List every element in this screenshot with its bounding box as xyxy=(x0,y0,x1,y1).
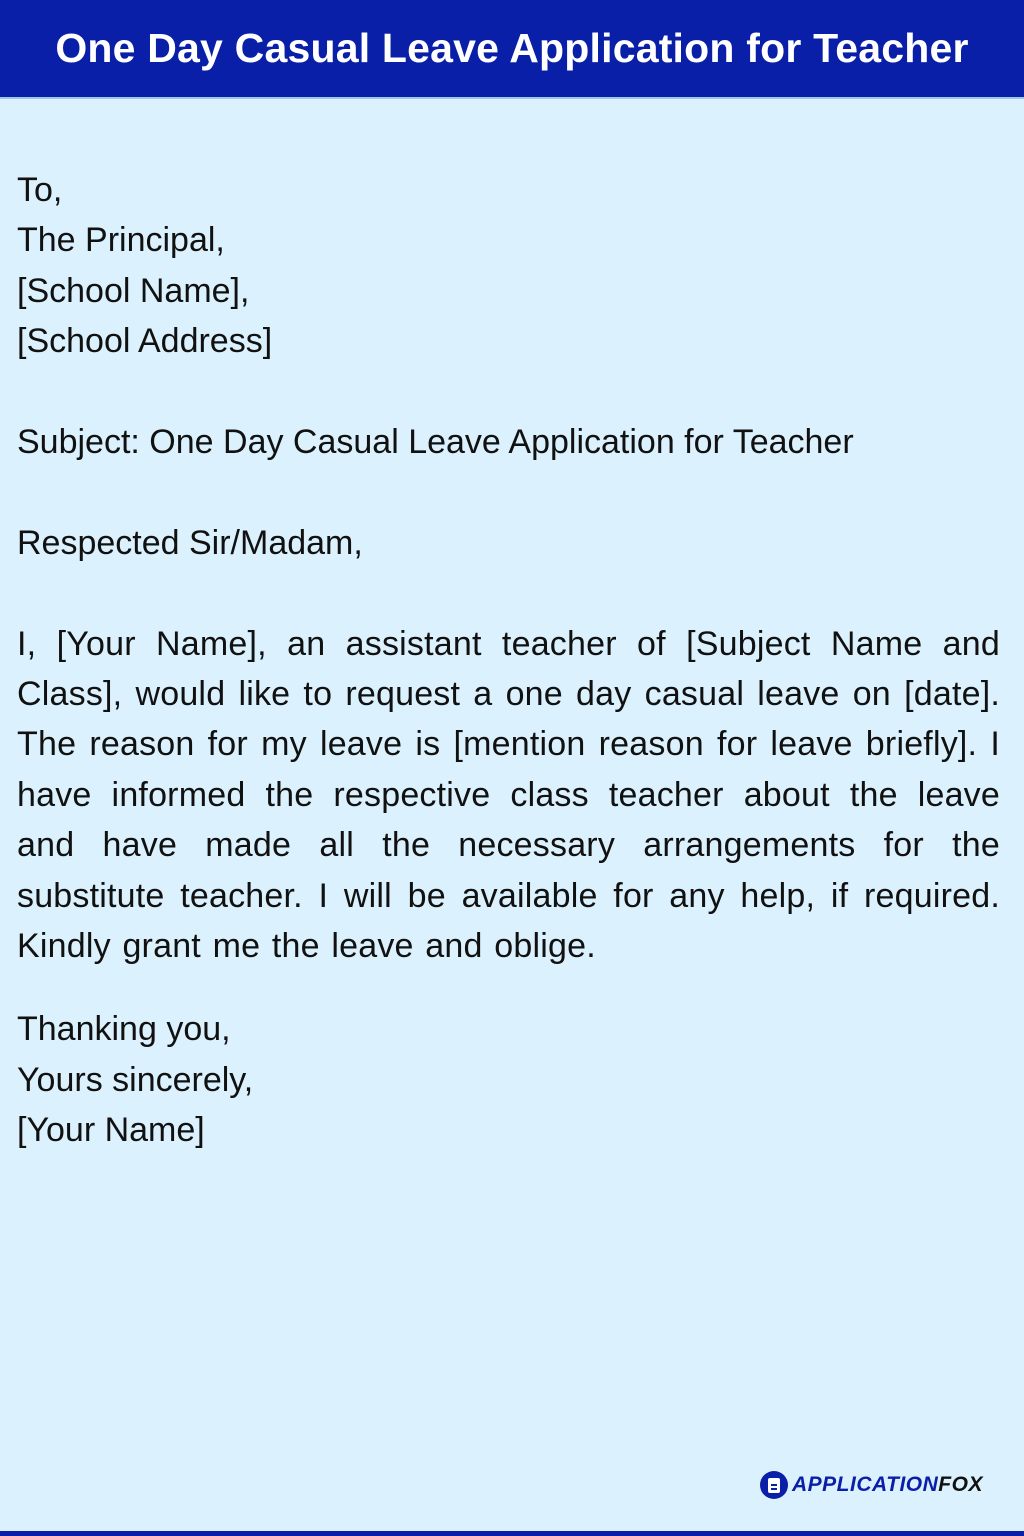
applicationfox-logo xyxy=(760,1470,983,1500)
bottom-bar xyxy=(0,1531,1024,1536)
address-line-to: To, xyxy=(17,171,63,209)
logo-text: APPLICATIONFOX xyxy=(792,1473,983,1496)
letter-paragraph: I, [Your Name], an assistant teacher of [Subject Name and Class], would like to request a one day casual leave on [date]. The reason for my leave is [mention reason for leave briefly]. I have informed the respective class teacher about the leave and have made all the necessary arrangements for the substitute teacher. I will be available for any help, if required. Kindly grant me the leave and oblige. xyxy=(17,624,1000,966)
closing-sign-off: Yours sincerely, xyxy=(17,1060,254,1099)
address-line-school-name: [School Name], xyxy=(17,271,250,310)
page-title: One Day Casual Leave Application for Teacher xyxy=(55,25,969,71)
salutation: Respected Sir/Madam, xyxy=(17,523,363,562)
address-line-school-address: [School Address] xyxy=(17,322,273,361)
letter-body xyxy=(17,165,1000,1156)
address-line-recipient: The Principal, xyxy=(17,221,225,260)
subject-line: Subject: One Day Casual Leave Application for Teacher xyxy=(17,423,854,462)
page-header xyxy=(0,0,1024,99)
closing-thanks: Thanking you, xyxy=(17,1010,231,1049)
document-icon xyxy=(760,1471,788,1499)
signature-name: [Your Name] xyxy=(17,1111,205,1150)
